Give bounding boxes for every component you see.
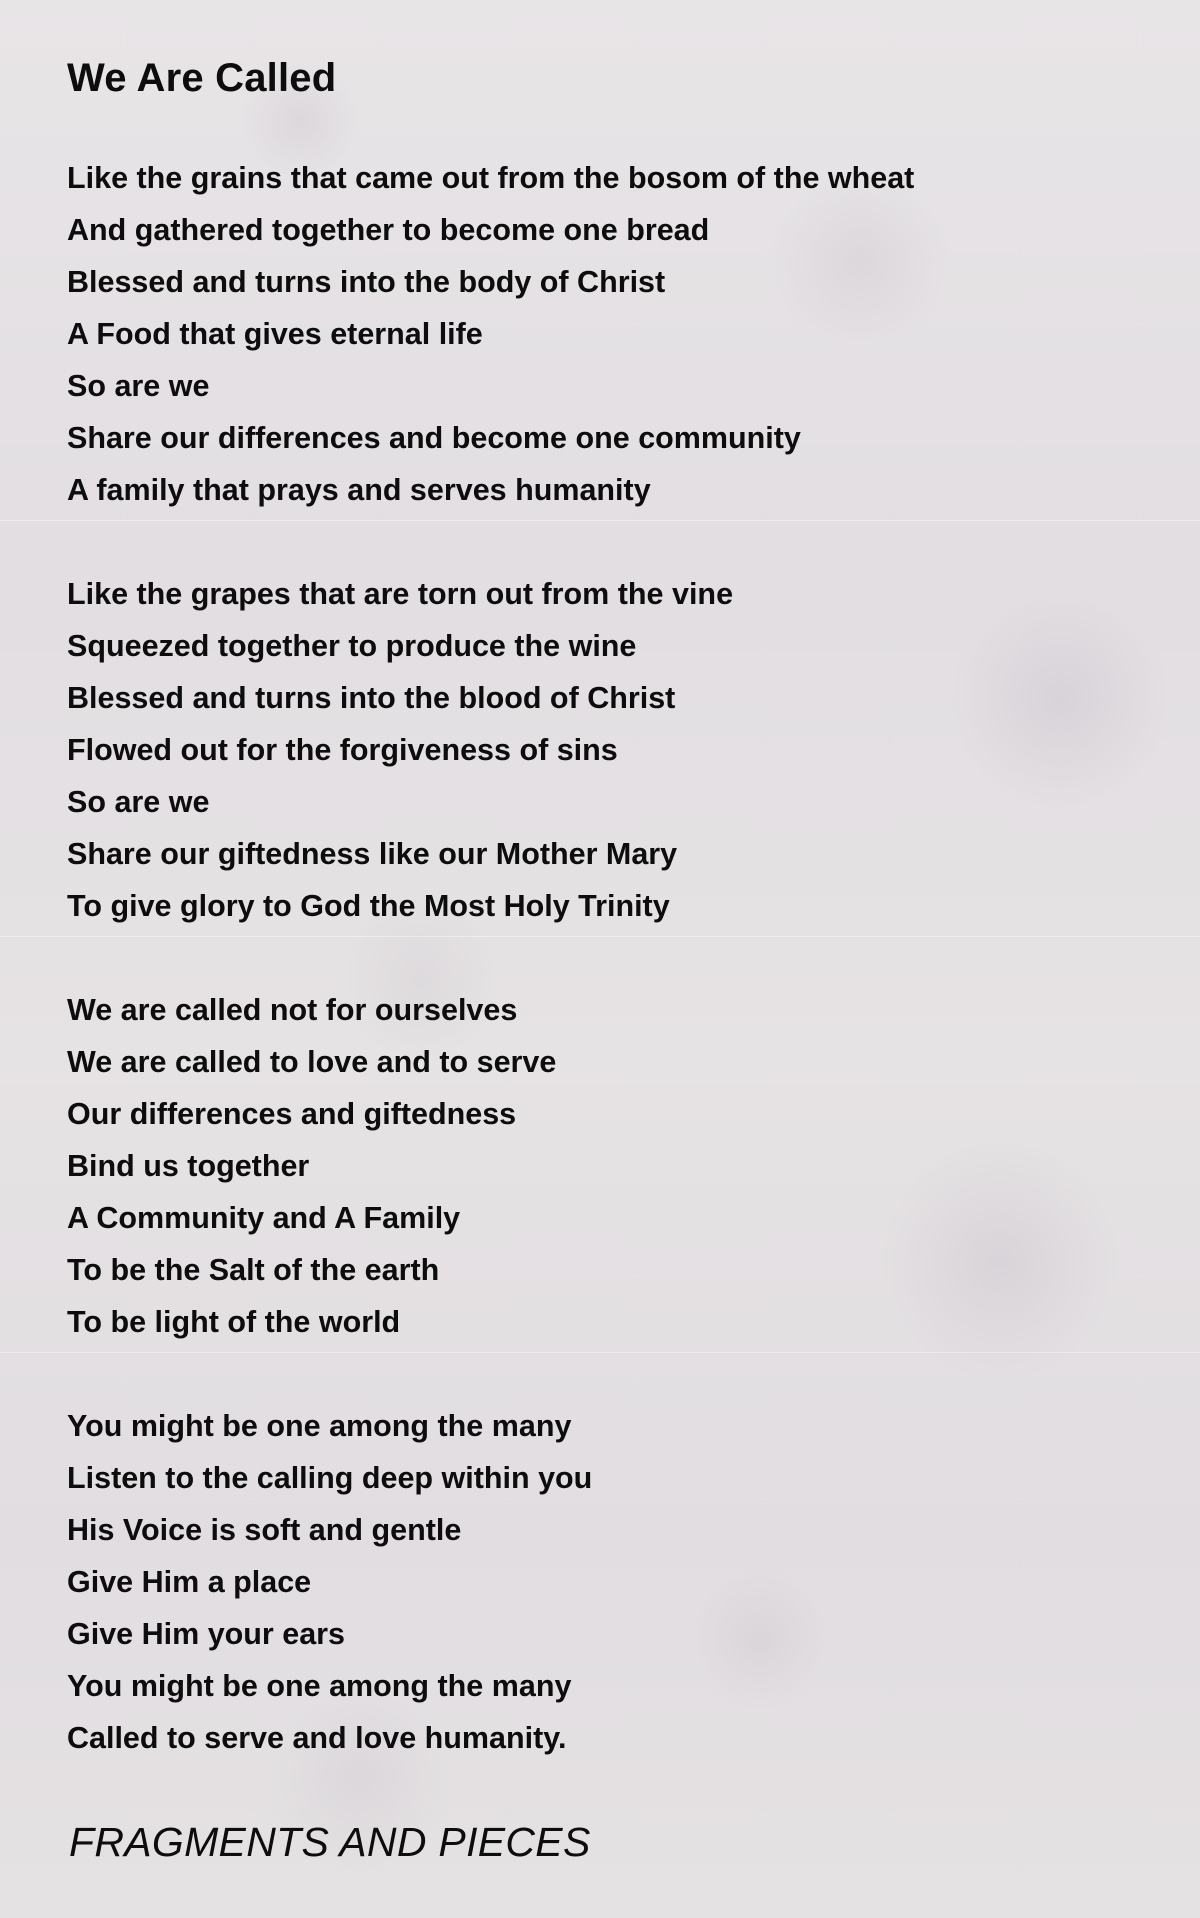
poem-line: Blessed and turns into the body of Christ [67,265,666,299]
poem-line: His Voice is soft and gentle [67,1513,462,1547]
poem-line: Blessed and turns into the blood of Christ [67,681,676,715]
poem-line: Our differences and giftedness [67,1097,517,1131]
stanza-4 [67,1400,1147,1764]
poem-line: To be light of the world [67,1305,401,1339]
poem-line: Like the grapes that are torn out from the vine [67,577,734,611]
poem-line: Share our giftedness like our Mother Mary [67,837,678,871]
poem-line: A Community and A Family [67,1201,461,1235]
stanza-3 [67,984,1147,1348]
poem-line: We are called to love and to serve [67,1045,557,1079]
stanza-1 [67,152,1147,516]
poem-author: FRAGMENTS AND PIECES [69,1819,591,1865]
poem-line: A Food that gives eternal life [67,317,483,351]
poem-line: Give Him your ears [67,1617,346,1651]
poem-line: So are we [67,785,210,819]
poem-line: Share our differences and become one community [67,421,801,455]
poem-line: You might be one among the many [67,1669,572,1703]
poem-line: Flowed out for the forgiveness of sins [67,733,618,767]
poem-line: And gathered together to become one bread [67,213,710,247]
poem-line: Listen to the calling deep within you [67,1461,593,1495]
poem-line: To be the Salt of the earth [67,1253,440,1287]
poem-line: A family that prays and serves humanity [67,473,651,507]
poem-line: Give Him a place [67,1565,312,1599]
poem-line: Like the grains that came out from the bosom of the wheat [67,161,915,195]
stanza-2 [67,568,1147,932]
poem-line: So are we [67,369,210,403]
poem-line: To give glory to God the Most Holy Trinity [67,889,670,923]
poem-content [67,48,1147,1870]
poem-title: We Are Called [67,56,337,100]
poem-line: Called to serve and love humanity. [67,1721,567,1755]
poem-line: We are called not for ourselves [67,993,518,1027]
poem-line: Squeezed together to produce the wine [67,629,637,663]
poem-line: You might be one among the many [67,1409,572,1443]
poem-line: Bind us together [67,1149,310,1183]
